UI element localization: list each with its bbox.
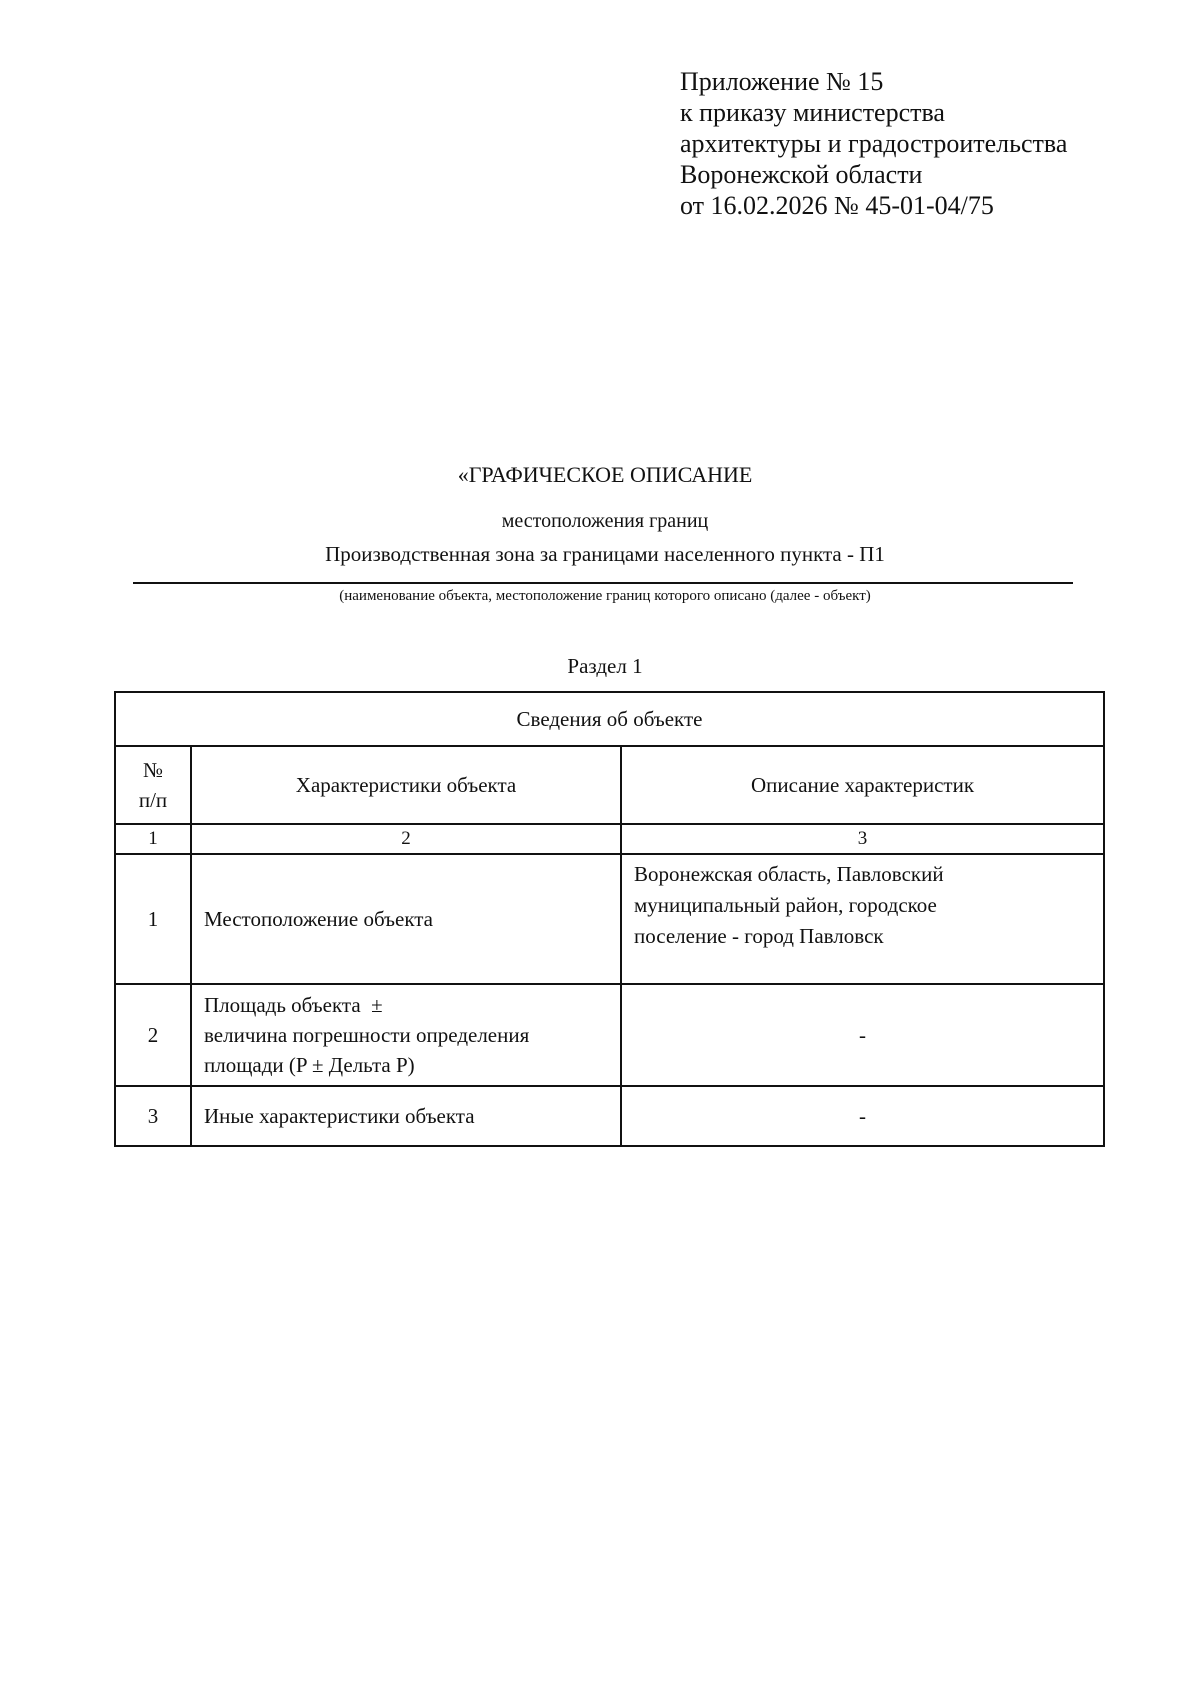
characteristic-line: величина погрешности определения (204, 1023, 530, 1047)
object-name: Производственная зона за границами населенного пункта - П1 (325, 542, 885, 566)
characteristic-line: площади (P ± Дельта P) (204, 1053, 415, 1077)
column-number: 3 (621, 824, 1104, 854)
row-description: - (621, 1086, 1104, 1146)
section-label: Раздел 1 (567, 654, 643, 678)
appendix-order-line: к приказу министерства (680, 98, 945, 127)
row-num: 2 (115, 984, 191, 1086)
row-num: 3 (115, 1086, 191, 1146)
document-subtitle: местоположения границ (501, 510, 709, 532)
object-info-table (114, 691, 1105, 1147)
appendix-region-line: Воронежской области (680, 160, 923, 189)
header-description: Описание характеристик (621, 746, 1104, 824)
column-number: 2 (191, 824, 621, 854)
row-num: 1 (115, 854, 191, 984)
object-name-caption: (наименование объекта, местоположение границ которого описано (далее - объект) (339, 588, 871, 604)
column-number-row (115, 824, 1104, 854)
table-caption: Сведения об объекте (115, 692, 1104, 746)
description-line: поселение - город Павловск (634, 924, 884, 948)
description-line: муниципальный район, городское (634, 893, 937, 917)
object-name-underline (133, 582, 1073, 584)
row-characteristic: Иные характеристики объекта (191, 1086, 621, 1146)
table-row (115, 984, 1104, 1086)
header-num (115, 746, 191, 824)
appendix-number: Приложение № 15 (680, 67, 884, 96)
characteristic-line: Площадь объекта ± (204, 993, 383, 1017)
header-num-line1: № (142, 758, 164, 782)
description-line: Воронежская область, Павловский (634, 862, 944, 886)
header-num-line2: п/п (138, 788, 168, 812)
appendix-block (680, 66, 1067, 221)
appendix-ministry-line: архитектуры и градостроительства (680, 129, 1068, 158)
table-row (115, 854, 1104, 984)
document-title: «ГРАФИЧЕСКОЕ ОПИСАНИЕ (457, 462, 753, 487)
table-row (115, 1086, 1104, 1146)
row-description: - (621, 984, 1104, 1086)
row-characteristic (191, 984, 621, 1086)
appendix-date-line: от 16.02.2026 № 45-01-04/75 (680, 191, 994, 220)
row-description (621, 854, 1104, 984)
table-caption-row (115, 692, 1104, 746)
table-header-row (115, 746, 1104, 824)
column-number: 1 (115, 824, 191, 854)
header-characteristic: Характеристики объекта (191, 746, 621, 824)
row-characteristic: Местоположение объекта (191, 854, 621, 984)
